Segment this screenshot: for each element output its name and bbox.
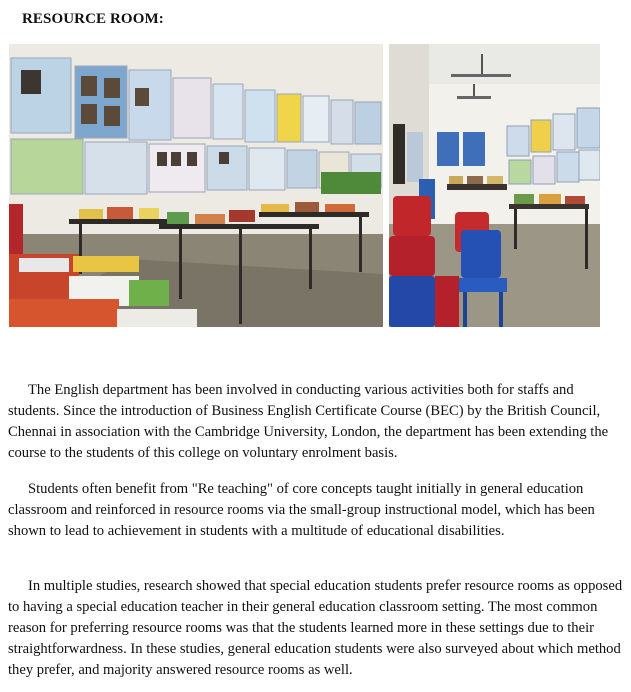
paragraph-bec-course — [8, 380, 626, 464]
page-heading: RESOURCE ROOM: — [22, 11, 164, 27]
paragraph-1-text: The English department has been involved in conducting various activities both for staffs and students. Since the introduction of Business English Certificate Course (BEC) by the British Council, Chennai in association with the Cambridge University, London, the department has been extending the course to the students of this college on voluntary enrolment basis. — [8, 382, 609, 461]
resource-room-classroom-photo — [9, 44, 383, 327]
resource-room-chairs-photo — [389, 44, 600, 327]
paragraph-3-text: In multiple studies, research showed that special education students prefer resource rooms as opposed to having a special education teacher in their general education classroom setting. The most common reason for preferring resource rooms was that the students learned more in these settings due to their straightforwardness. In these studies, general education students were also surveyed about which method they prefer, and majority answered resource rooms as well. — [8, 578, 623, 678]
paragraph-research-studies — [8, 576, 626, 681]
paragraph-reteaching — [8, 479, 626, 542]
paragraph-2-text: Students often benefit from "Re teaching" of core concepts taught initially in general education classroom and reinforced in resource rooms via the small-group instructional model, which has been shown to lead to achievement in students with a multitude of educational disabilities. — [8, 481, 595, 539]
